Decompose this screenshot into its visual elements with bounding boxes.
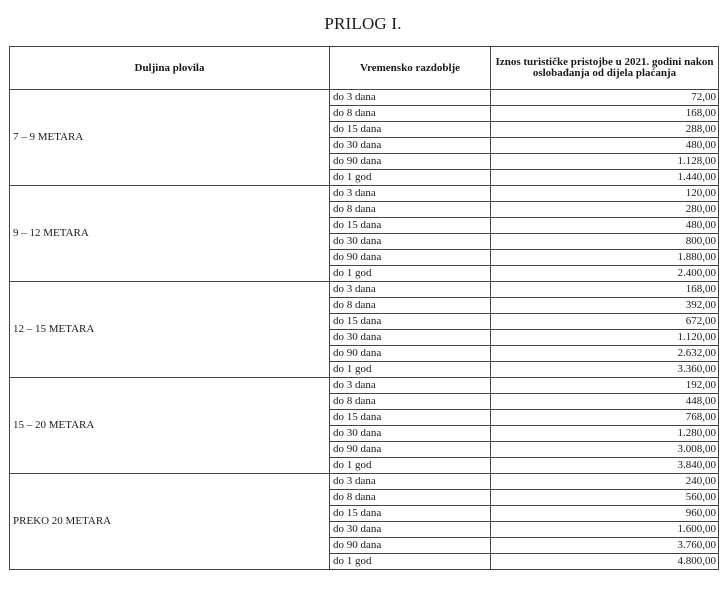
period-cell: do 90 dana bbox=[330, 346, 491, 362]
table-row bbox=[10, 474, 719, 490]
period-cell: do 3 dana bbox=[330, 282, 491, 298]
amount-cell: 4.800,00 bbox=[491, 554, 719, 570]
period-cell: do 1 god bbox=[330, 458, 491, 474]
period-cell: do 90 dana bbox=[330, 154, 491, 170]
period-cell: do 30 dana bbox=[330, 234, 491, 250]
amount-cell: 1.600,00 bbox=[491, 522, 719, 538]
amount-cell: 3.008,00 bbox=[491, 442, 719, 458]
period-cell: do 1 god bbox=[330, 266, 491, 282]
period-cell: do 3 dana bbox=[330, 90, 491, 106]
table-row bbox=[10, 186, 719, 202]
table-row bbox=[10, 282, 719, 298]
amount-cell: 768,00 bbox=[491, 410, 719, 426]
amount-cell: 1.120,00 bbox=[491, 330, 719, 346]
amount-cell: 1.280,00 bbox=[491, 426, 719, 442]
amount-cell: 1.440,00 bbox=[491, 170, 719, 186]
amount-cell: 2.632,00 bbox=[491, 346, 719, 362]
amount-cell: 168,00 bbox=[491, 106, 719, 122]
period-cell: do 15 dana bbox=[330, 218, 491, 234]
vessel-length-group: 12 – 15 METARA bbox=[10, 282, 330, 378]
period-cell: do 3 dana bbox=[330, 474, 491, 490]
amount-cell: 480,00 bbox=[491, 138, 719, 154]
period-cell: do 15 dana bbox=[330, 122, 491, 138]
period-cell: do 1 god bbox=[330, 362, 491, 378]
amount-cell: 560,00 bbox=[491, 490, 719, 506]
amount-cell: 168,00 bbox=[491, 282, 719, 298]
table-body bbox=[10, 90, 719, 570]
fee-table bbox=[9, 46, 719, 570]
amount-cell: 3.760,00 bbox=[491, 538, 719, 554]
period-cell: do 30 dana bbox=[330, 522, 491, 538]
amount-cell: 2.400,00 bbox=[491, 266, 719, 282]
amount-cell: 3.840,00 bbox=[491, 458, 719, 474]
header-fee-amount: Iznos turističke pristojbe u 2021. godini nakon oslobađanja od dijela plaćanja bbox=[491, 47, 719, 90]
period-cell: do 15 dana bbox=[330, 314, 491, 330]
period-cell: do 15 dana bbox=[330, 410, 491, 426]
amount-cell: 288,00 bbox=[491, 122, 719, 138]
table-header-row bbox=[10, 47, 719, 90]
amount-cell: 120,00 bbox=[491, 186, 719, 202]
vessel-length-group: PREKO 20 METARA bbox=[10, 474, 330, 570]
header-time-period: Vremensko razdoblje bbox=[330, 47, 491, 90]
period-cell: do 30 dana bbox=[330, 426, 491, 442]
amount-cell: 800,00 bbox=[491, 234, 719, 250]
period-cell: do 3 dana bbox=[330, 378, 491, 394]
amount-cell: 672,00 bbox=[491, 314, 719, 330]
header-vessel-length: Duljina plovila bbox=[10, 47, 330, 90]
amount-cell: 960,00 bbox=[491, 506, 719, 522]
period-cell: do 90 dana bbox=[330, 250, 491, 266]
amount-cell: 1.128,00 bbox=[491, 154, 719, 170]
period-cell: do 30 dana bbox=[330, 330, 491, 346]
period-cell: do 1 god bbox=[330, 554, 491, 570]
vessel-length-group: 9 – 12 METARA bbox=[10, 186, 330, 282]
period-cell: do 8 dana bbox=[330, 298, 491, 314]
amount-cell: 72,00 bbox=[491, 90, 719, 106]
table-row bbox=[10, 90, 719, 106]
amount-cell: 448,00 bbox=[491, 394, 719, 410]
period-cell: do 90 dana bbox=[330, 538, 491, 554]
table-row bbox=[10, 378, 719, 394]
period-cell: do 15 dana bbox=[330, 506, 491, 522]
period-cell: do 8 dana bbox=[330, 202, 491, 218]
amount-cell: 392,00 bbox=[491, 298, 719, 314]
vessel-length-group: 15 – 20 METARA bbox=[10, 378, 330, 474]
period-cell: do 8 dana bbox=[330, 394, 491, 410]
amount-cell: 280,00 bbox=[491, 202, 719, 218]
amount-cell: 480,00 bbox=[491, 218, 719, 234]
amount-cell: 240,00 bbox=[491, 474, 719, 490]
period-cell: do 90 dana bbox=[330, 442, 491, 458]
period-cell: do 8 dana bbox=[330, 490, 491, 506]
amount-cell: 3.360,00 bbox=[491, 362, 719, 378]
period-cell: do 3 dana bbox=[330, 186, 491, 202]
vessel-length-group: 7 – 9 METARA bbox=[10, 90, 330, 186]
period-cell: do 30 dana bbox=[330, 138, 491, 154]
document-title: PRILOG I. bbox=[324, 14, 402, 33]
amount-cell: 192,00 bbox=[491, 378, 719, 394]
period-cell: do 8 dana bbox=[330, 106, 491, 122]
period-cell: do 1 god bbox=[330, 170, 491, 186]
amount-cell: 1.880,00 bbox=[491, 250, 719, 266]
